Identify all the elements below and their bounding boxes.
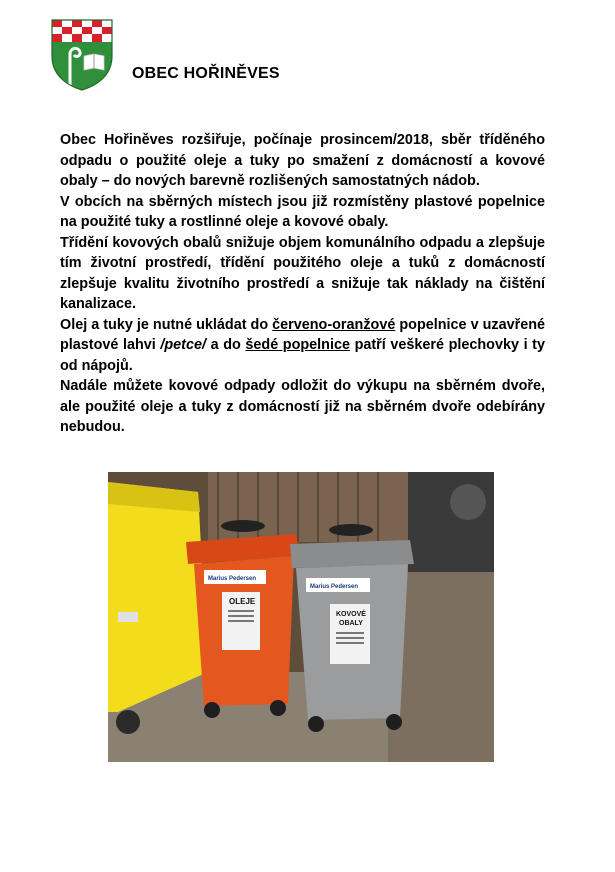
bins-photo [108, 472, 494, 762]
petce-emphasis: /petce/ [160, 337, 206, 353]
page-title: OBEC HOŘINĚVES [132, 65, 280, 82]
paragraph-instructions [60, 315, 545, 377]
instructions-text: Olej a tuky je nutné ukládat do [60, 316, 273, 333]
instructions-text: a do [205, 337, 246, 353]
orange-bin-label: OLEJE [229, 597, 256, 606]
instructions-text: popelnice v uzavřené plastové lahvi [60, 316, 545, 353]
orange-bin-emphasis: červeno-oranžové [272, 316, 396, 333]
announcement-body [60, 130, 545, 438]
paragraph-collection-yard: Nadále můžete kovové odpady odložit do výkupu na sběrném dvoře, ale použité oleje a tuky z domácností již na sběrném dvoře odebírány nebudou. [60, 378, 545, 435]
municipal-coat-of-arms [50, 18, 114, 92]
grey-bin-brand: Marius Pedersen [310, 584, 359, 590]
grey-bin [290, 524, 414, 732]
orange-bin-brand: Marius Pedersen [208, 576, 257, 582]
paragraph-intro: Obec Hořiněves rozšiřuje, počínaje prosincem/2018, sběr tříděného odpadu o použité oleje a tuky po smažení z domácností a kovové obaly – do nových barevně rozlišených samostatných nádob. [60, 132, 545, 189]
orange-bin [186, 520, 300, 718]
grey-bin-label-line2: OBALY [339, 620, 363, 627]
grey-bin-emphasis: šedé popelnice [245, 337, 350, 353]
paragraph-benefits: Třídění kovových obalů snižuje objem komunálního odpadu a zlepšuje tím životní prostředí, třídění použitého oleje a tuků z domácností zlepšuje kvalitu životního prostředí a snižuje tak náklady na čištění kanalizace. [60, 234, 545, 312]
grey-bin-label-line1: KOVOVÉ [336, 611, 366, 618]
paragraph-collection-points: V obcích na sběrných místech jsou již rozmístěny plastové popelnice na použité tuky a rostlinné oleje a kovové obaly. [60, 193, 545, 230]
instructions-text: patří veškeré plechovky i ty od nápojů. [60, 337, 545, 374]
